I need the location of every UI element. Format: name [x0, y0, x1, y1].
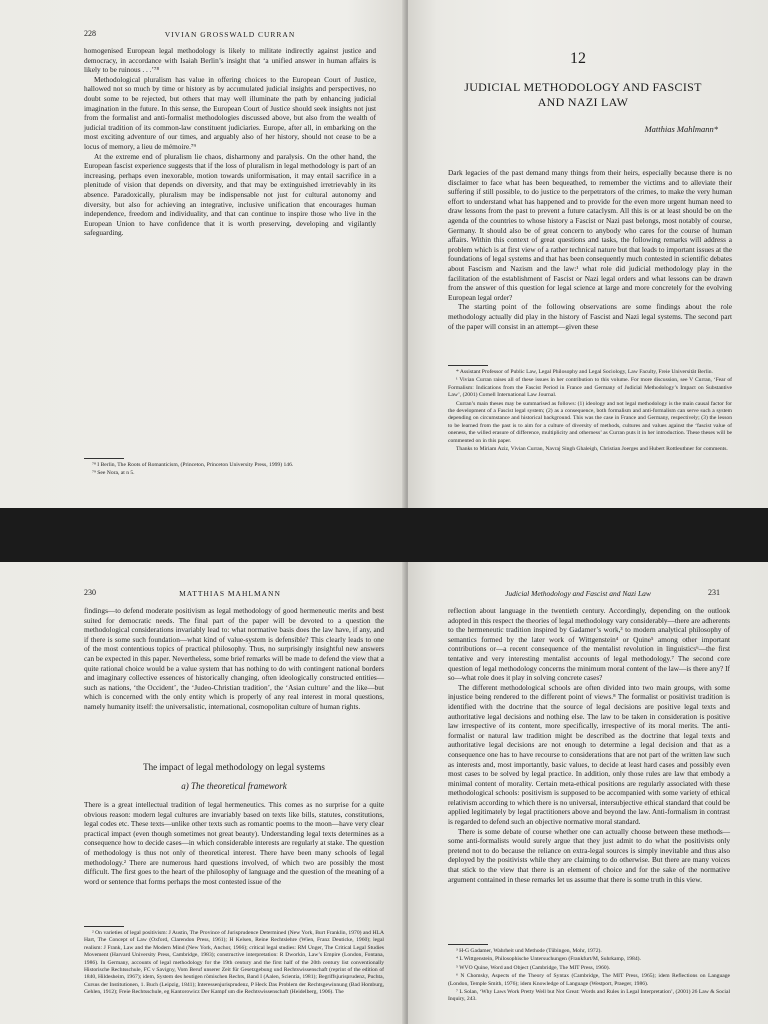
- bottom-spread: [0, 562, 768, 1024]
- body-text: [448, 168, 732, 331]
- paragraph: homogenised European legal methodology is likely to militate indirectly against justice and democracy, in accordance with Isaiah Berlin’s insight that ‘a unified answer in human affairs is likely to be ruinous . . .’⁷⁸: [84, 46, 376, 75]
- body-text: [84, 800, 384, 886]
- running-head: VIVIAN GROSSWALD CURRAN: [164, 30, 296, 39]
- chapter-author: Matthias Mahlmann*: [644, 124, 718, 134]
- footnote: * Assistant Professor of Public Law, Legal Philosophy and Legal Sociology, Law Faculty, Freie Universität Berlin.: [456, 369, 713, 375]
- footnotes: [448, 369, 732, 454]
- footnote: ⁷⁸ I Berlin, The Roots of Romanticism, (Princeton, Princeton University Press, 1999) 146.: [92, 462, 294, 468]
- footnote: ⁴ L Wittgenstein, Philosophische Untersuchungen (Frankfurt/M, Suhrkamp, 1984).: [456, 956, 641, 963]
- footnote: ² On varieties of legal positivism: J Austin, The Province of Jurisprudence Determined (New York, Burt Franklin, 1970) and HLA Hart, The Concept of Law (Oxford, Clarendon Press, 1961); H Kelsen, Reine Rechtslehre (Wien, Franz Deuticke, 1960); legal realism: J Frank, Law and the Modern Mind (New York, Anchor, 1966); critical legal studies: RM Unger, The Critical Legal Studies Movement (Harvard University Press, Cambridge, 1983); constructive interpretation: R Dworkin, Law’s Empire (London, Fontana, 1986). In Germany, accounts of legal methodology for the 19th century and the first half of the 20th century list conventionally Historische Rechtsschule, FC v Savigny, Vom Beruf unserer Zeit für Gesetzgebung und Rechtswissenschaft (reprint of the edition of 1840, Hildesheim, 1967); idem, System des heutigen römischen Rechts, Band I (Aalen, Scientia, 1981); Begriffsjurisprudenz, Puchta, Cursus der Institutionen, 1. Buch (Leipzig, 1841); Interessenjurisprudenz, P Heck Das Problem der Rechtsgewinnung (Bad Homburg, Gehlen, 1912); Freie Rechtsschule, eg Kantorowicz Der Kampf um die Rechtswissenschaft (Heidelberg, 1906). The: [84, 930, 384, 996]
- page-number: 231: [708, 588, 720, 597]
- footnotes: [448, 948, 730, 1005]
- page-230: [0, 562, 408, 1024]
- paragraph: There is some debate of course whether one can actually choose between these methods—some anti-formalists would surely argue that they just admit to do what the positivists only pretend not to do because the reliance on extra-legal sources is simply inevitable and thus also deployed by the positivists while they are claiming to do otherwise. But there are many voices that stick to the view that there is an element of choice and for the sake of the normative argument contained in these remarks let us assume that there is some truth in this view.: [448, 826, 730, 884]
- paragraph: At the extreme end of pluralism lie chaos, disharmony and paralysis. On the other hand, the European fascist experience suggests that if the loss of pluralism in legal methodology is part of an increasing, perhaps even inexorable, motion towards uniformisation, it may entail sacrifice in a plenitude of vision that depends on diversity, and that may be extinguished irretrievably in its absence. Paradoxically, pluralism may be indispensable not just for cultural autonomy and diversity, but also for achieving an integrative, inclusive unification that encourages human independence, freedom and individuality, and that can continue to inspire those who live in the European Union to have confidence that it is worth preserving, developing and vigilantly safeguarding.: [84, 151, 376, 238]
- footnote-rule: [448, 365, 488, 366]
- paragraph: The different methodological schools are often divided into two main groups, with some injustice being rendered to the different point of views.⁸ The formalist or positivist tradition is identified with the doctrine that the source of legal decisions are positive legal texts and authoritative legal decisions and nothing else. The law to be taken in consideration is positive law irrespective of its content, more specifically, irrespective of its moral merits. The anti-formalist or natural law tradition might be described as the doctrine that legal texts and authoritative legal decisions are not enough to determine a legal decision and that as a consequence one has to have recourse to considerations that are not part of the written law such as interests and, most importantly, basic values, to decide at least hard cases and possibly even most cases to be solved by legal practice. In addition, only those rules are law that embody a minimal content of morality. Certain meta-ethical positions are regularly associated with these methodological schools: positivism is supposed to be accompanied with some variety of ethical relativism according to which there is no universal, intersubjective ethical standard that could be applied legitimately by legal practitioners above and beyond the law. Anti-formalism in contrast is regarded to defend such an objective normative moral standard.: [448, 682, 730, 827]
- paragraph: There is a great intellectual tradition of legal hermeneutics. This comes as no surprise for a quite obvious reason: modern legal cultures are invariably based on texts like bills, statutes, constitutions, legal codes etc. These texts—unlike other texts such as romantic poems to the moon—have very clear practical impact (even though sometimes not great beauty). Understanding legal texts determines as a consequence how to decide cases—in which considerable interests are regularly at stake. The question of methodology is thus not only of theoretical interest. There have been many schools of legal methodology.² There are numerous hard questions involved, of which two are possibly the most difficult. The first goes to the heart of the philosophy of language and the question of the meaning of a word or sentence that forms perhaps the most contested issue of the: [84, 800, 384, 886]
- paragraph: The starting point of the following observations are some findings about the role methodology actually did play in the history of Fascist and Nazi legal systems. The second part of the paper will consist in an attempt—given these: [448, 302, 732, 331]
- footnote: Thanks to Miriam Aziz, Vivian Curran, Navraj Singh Ghaleigh, Christian Joerges and Hubert Rottleuthner for comments.: [456, 446, 728, 453]
- running-head: Judicial Methodology and Fascist and Nazi Law: [505, 589, 651, 598]
- page-228: [0, 0, 408, 508]
- footnote: ³ H-G Gadamer, Wahrheit und Methode (Tübingen, Mohr, 1972).: [456, 948, 602, 954]
- footnote: ⁶ N Chomsky, Aspects of the Theory of Syntax (Cambridge, The MIT Press, 1965); idem Reflections on Language (London, Temple Smith, 1976); idem Knowledge of Language (Westport, Praeger, 1986).: [448, 973, 730, 987]
- body-text: [448, 606, 730, 884]
- footnote-rule: [84, 458, 124, 459]
- footnote: ⁷ L Solan, ‘Why Laws Work Pretty Well but Not Great: Words and Rules in Legal Interpretation’, (2001) 26 Law & Social Inquiry, 243.: [448, 989, 730, 1003]
- paragraph: Methodological pluralism has value in offering choices to the European Court of Justice, hallowed not so much by time or history as by accumulated judicial insights and perspectives, no doubt some to be rejected, but others that may well illuminate the path by enhancing judicial imagination in the future. In this sense, the European Court of Justice should seek insights not just from the formalist and anti-formalist methodologies discussed above, but also from the wealth of judicial tradition of its common-law constituent judiciaries. Europe, after all, in embarking on the most exciting adventure of our times, and arguably also of her history, should not cease to be a locus of memory, a lieu de mémoire.⁷⁹: [84, 74, 376, 151]
- page-number: 228: [84, 29, 96, 38]
- spread-separator: [0, 508, 768, 562]
- running-head: MATTHIAS MAHLMANN: [179, 589, 281, 598]
- chapter-number: 12: [570, 50, 586, 67]
- paragraph: reflection about language in the twentieth century. Accordingly, depending on the outlook adopted in this respect the theories of legal methodology vary considerably—there are adherents to the hermeneutic tradition inspired by Gadamer’s work,³ to modern analytical philosophy of semantics formed by the later work of Wittgenstein⁴ or Quine⁵ among other important contributions or—a recent consequence of the mentalist revolution in linguistics⁶—the first tentative and very interesting mentalist accounts of legal methodology.⁷ The second core question of legal methodology concerns the minimum moral content of the law—is there any? If so—what role does it play in solving concrete cases?: [448, 606, 730, 683]
- footnote: Curran’s main theses may be summarised as follows: (1) ideology and not legal methodology is the main causal factor for the development of a Fascist legal system; (2) as a consequence, both formalism and anti-formalism can serve such a system depending on circumstance and historical background. This was the case in France and Germany, respectively; (3) the lesson to be learned from the past is to aim for a culture of diversity of methods, cultures and values against the ‘fascist value of oneness, the willed erasure of difference, multiplicity and otherness’ as Curran puts it in her introduction. These theses will be commented on in this paper.: [448, 400, 732, 444]
- footnote: ⁷⁹ See Nora, at n 5.: [92, 470, 135, 477]
- subsection-heading: a) The theoretical framework: [181, 781, 287, 791]
- footnotes: [84, 462, 376, 479]
- paragraph: findings—to defend moderate positivism as legal methodology of good hermeneutic merits and best suited for democratic needs. The final part of the paper will be devoted to a question the methodological considerations invariably lead to: what normative basis does the law have, if any, and if there is some such foundation—what kind of value-system is defensible? This clearly leads to one of the most contentious topics of practical philosophy. Thus, no surprisingly insightful new answers can be expected in this paper. Nevertheless, some brief remarks will be made to defend the view that a quite rational choice would be a value system that has nothing to do with contingent national borders and imaginary collective essences of historically changing, often ideologically constructed entities—such as nations, ‘the Occident’, the ‘Judeo-Christian tradition’, the ‘Asian culture’ and the like—but which is concerned with the only entity which is properly of any real interest in moral questions, namely humanity itself: the universalistic, international, cosmopolitan culture of human rights.: [84, 606, 384, 711]
- body-text: [84, 46, 376, 238]
- chapter-title-line: AND NAZI LAW: [537, 95, 629, 109]
- body-text: [84, 606, 384, 712]
- footnote: ¹ Vivian Curran raises all of these issues in her contribution to this volume. For more discussion, see V Curran, ‘Fear of Formalism: Indications from the Fascist Period in France and Germany of Judicial Methodology’s Impact on Substantive Law’, (2001) Cornell International Law Journal.: [448, 377, 732, 399]
- footnotes: [84, 930, 384, 998]
- page-229: [408, 0, 768, 508]
- footnote-rule: [84, 926, 124, 927]
- footnote-rule: [448, 944, 488, 945]
- paragraph: Dark legacies of the past demand many things from their heirs, especially because there is no disclaimer to face what has been bequeathed, to remember the victims and to alleviate their suffering if still possible, to do justice to the perpetrators of the crimes, to make the very human effort to understand what has happened and to provide for the even more urgent human need to draw lessons from the past to prevent a future cataclysm. All this is or at least should be on the agenda of the countries to whose history a Fascist or Nazi past belongs, most notably of course, Germany. It should also be of great concern to anybody who cares for the course of human affairs. Within this context of great questions and tasks, the following remarks will address a problem which is at first view of a rather technical nature but that leads to important issues at the foundations of legal systems and that has been consequently much contested in scientific debates about Fascism and Nazism and the law:¹ what role did judicial methodology play in the facilitation of the establishment of Fascist or Nazi legal orders and what lessons can be drawn from the answer of this question for legal science at large and more concretely for the evolving European legal order?: [448, 168, 732, 302]
- page-number: 230: [84, 588, 96, 597]
- chapter-title: [438, 80, 728, 110]
- section-heading: The impact of legal methodology on legal systems: [143, 762, 325, 772]
- page-231: [408, 562, 768, 1024]
- top-spread: [0, 0, 768, 508]
- footnote: ⁵ WVO Quine, Word and Object (Cambridge, The MIT Press, 1960).: [456, 964, 610, 971]
- chapter-title-line: JUDICIAL METHODOLOGY AND FASCIST: [464, 80, 702, 94]
